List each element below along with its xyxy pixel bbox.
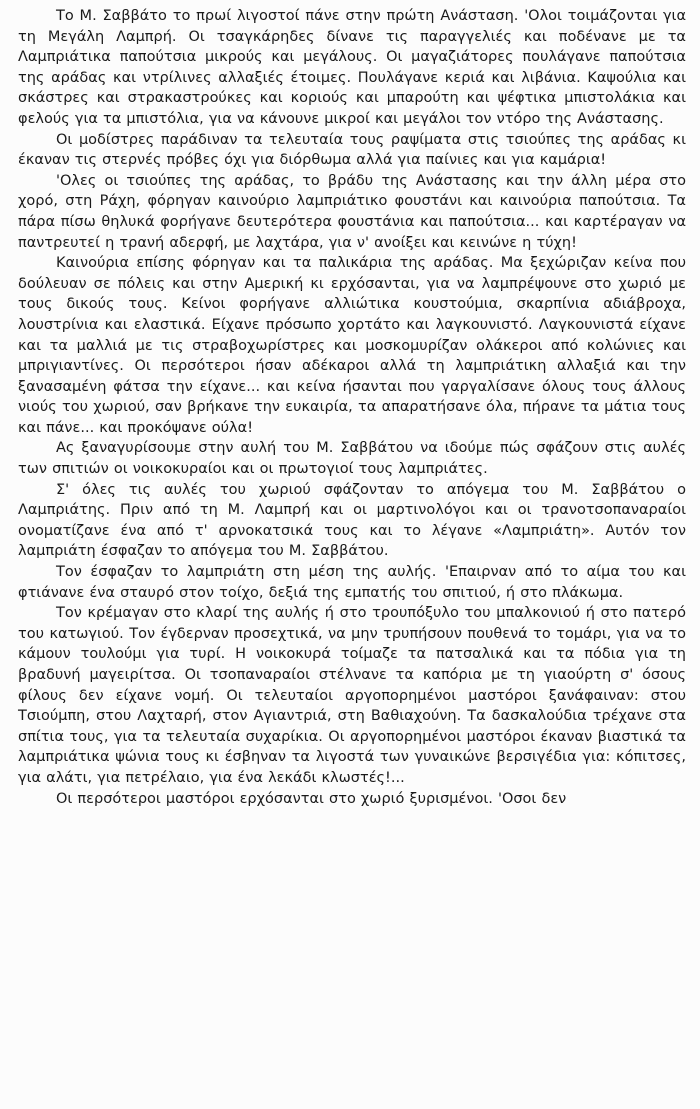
paragraph-2: Οι μοδίστρες παράδιναν τα τελευταία τους ραψίματα στις τσιούπες της αράδας κι έκαναν τις στερνές πρόβες όχι για διόρθωμα αλλά για παίνιες και για καμάρια!: [18, 131, 686, 169]
paragraph-1: Το Μ. Σαββάτο το πρωί λιγοστοί πάνε στην πρώτη Ανάσταση. 'Ολοι τοιμάζονται για τη Μεγάλη Λαμπρή. Οι τσαγκάρηδες δίνανε τις παραγγελιές και ποδένανε με τα Λαμπριάτικα παπούτσια μικρούς και μεγάλους. Οι μαγαζιάτορες πουλάγανε παπούτσια της αράδας και ντρίλινες αλλαξιές έτοιμες. Πουλάγανε κεριά και λιβάνια. Καψούλια και σκάστρες και στρακαστρούκες και κοριούς και μπαρούτη και ψέφτικα μπιστολάκια και φελούς για τα μπιστόλια, για να κάνουνε μικροί και μεγάλοι τον ντόρο της Ανάστασης.: [18, 8, 686, 127]
paragraph-8: Τον κρέμαγαν στο κλαρί της αυλής ή στο τρουπόξυλο του μπαλκονιού ή στο πατερό του κατωγιού. Τον έγδερναν προσεχτικά, να μην τρυπήσουν πουθενά το τομάρι, για να το κάμουν τουλούμι για τυρί. Η νοικοκυρά τοίμαζε τα πατσαλικά και τα πόδια για τη βραδυνή μαγειρίτσα. Οι τσοπαναραίοι στέλνανε τα καπόρια με τη γιαούρτη σ' όσους φίλους δεν είχανε νομή. Οι τελευταίοι αργοπορημένοι μαστόροι ξανάφαιναν: στου Τσιούμπη, στου Λαχταρή, στον Αγιαντριά, στη Βαθιαχούνη. Τα δασκαλούδια τρέχανε στα σπίτια τους, για τα τελευταία συχαρίκια. Οι αργοπορημένοι μαστόροι έκαναν βιαστικά τα λαμπριάτικα ψώνια τους κι έσβηναν τα λιγοστά των γυναικώνε βερσιγέδια για: κόπιτσες, για αλάτι, για πετρέλαιο, για ένα λεκάδι κλωστές!...: [18, 605, 686, 786]
paragraph-6: Σ' όλες τις αυλές του χωριού σφάζονταν το απόγεμα του Μ. Σαββάτου ο Λαμπριάτης. Πριν από τη Μ. Λαμπρή και οι μαρτινολόγοι και οι τρανοτσοπαναραίοι ονοματίζανε ένα από τ' αρνοκατσικά τους και το λέγανε «Λαμπριάτη». Αυτόν τον λαμπριάτη έσφαζαν το απόγεμα του Μ. Σαββάτου.: [18, 481, 686, 560]
paragraph-9: Οι περσότεροι μαστόροι ερχόσανται στο χωριό ξυρισμένοι. 'Οσοι δεν: [56, 790, 567, 807]
paragraph-3: 'Ολες οι τσιούπες της αράδας, το βράδυ της Ανάστασης και την άλλη μέρα στο χορό, στη Ράχη, φόρηγαν καινούριο λαμπριάτικο φουστάνι και καινούρια παπούτσια. Τα πάρα πίσω θηλυκά φορήγανε δευτερότερα φουστάνια και παπούτσια... και καρτέραγαν να παντρευτεί η τρανή αδερφή, με λαχτάρα, για ν' ανοίξει και κεινώνε η τύχη!: [18, 172, 686, 251]
paragraph-7: Τον έσφαζαν το λαμπριάτη στη μέση της αυλής. 'Επαιρναν από το αίμα του και φτιάνανε ένα σταυρό στον τοίχο, δεξιά της εμπατής του σπιτιού, ή στο πλάκωμα.: [18, 564, 686, 601]
paragraph-5: Ας ξαναγυρίσουμε στην αυλή του Μ. Σαββάτου να ιδούμε πώς σφάζουν στις αυλές των σπιτιών οι νοικοκυραίοι και οι πρωτογιοί τους λαμπριάτες.: [18, 440, 686, 478]
paragraph-4: Καινούρια επίσης φόρηγαν και τα παλικάρια της αράδας. Μα ξεχώριζαν κείνα που δούλευαν σε πόλεις και στην Αμερική κι ερχόσανται, για να λαμπρέψουνε στο χωριό με τους δικούς τους. Κείνοι φορήγανε αλλιώτικα κουστούμια, σκαρπίνια αδιάβροχα, λουστρίνια και ελαστικά. Είχανε πρόσωπο χορτάτο και λαγκουνιστό. Λαγκουνιστά είχανε και τα μαλλιά με τις στραβοχωρίστρες και μοσκομυρίζαν ολάκερoι από κολώνιες και μπριγιαντίνες. Οι περσότεροι ήσαν αδέκαροι αλλά τη λαμπριάτικη αλλαξιά και την ξανασαμένη φάτσα την είχανε... και κείνα ήσανται που γαργαλίσανε όλους τους άλλους νιούς του χωριού, σαν βρήκανε την ευκαιρία, τα απαρατήσανε όλα, πήρανε τα μάτια τους και πάνε... και προκόψανε ούλα!: [18, 255, 686, 436]
